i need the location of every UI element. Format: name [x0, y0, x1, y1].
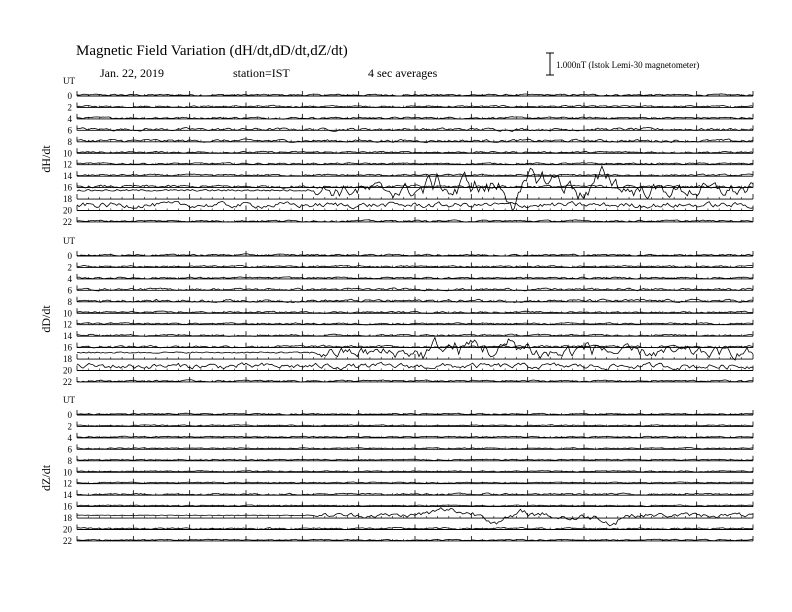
x-unit-label: UT: [63, 236, 75, 246]
panels-group: [39, 76, 753, 546]
x-unit-label: UT: [63, 395, 75, 405]
row-hour-label: 6: [67, 125, 72, 136]
x-unit-label: UT: [63, 76, 75, 86]
row-hour-label: 18: [63, 354, 72, 365]
row-hour-label: 16: [63, 182, 72, 193]
date-label: Jan. 22, 2019: [100, 66, 164, 80]
row-hour-label: 14: [63, 490, 72, 501]
row-hour-label: 4: [67, 113, 72, 124]
row-hour-label: 18: [63, 513, 72, 524]
y-axis-label: dD/dt: [39, 305, 53, 333]
panel-1: [39, 76, 753, 227]
row-hour-label: 20: [63, 524, 72, 535]
y-axis-label: dZ/dt: [39, 464, 53, 491]
row-hour-label: 4: [67, 432, 72, 443]
row-hour-label: 10: [63, 148, 72, 159]
row-hour-label: 10: [63, 467, 72, 478]
panel-2: [39, 236, 753, 387]
row-hour-label: 14: [63, 331, 72, 342]
scale-bar-label: 1.000nT (Istok Lemi-30 magnetometer): [556, 60, 700, 70]
row-hour-label: 8: [67, 455, 72, 466]
station-label: station=IST: [233, 66, 290, 80]
row-hour-label: 2: [67, 421, 72, 432]
chart-title: Magnetic Field Variation (dH/dt,dD/dt,dZ/dt): [76, 43, 348, 59]
row-hour-label: 10: [63, 308, 72, 319]
row-hour-label: 22: [63, 216, 72, 227]
row-hour-label: 20: [63, 205, 72, 216]
row-hour-label: 4: [67, 273, 72, 284]
row-hour-label: 22: [63, 376, 72, 387]
row-hour-label: 6: [67, 285, 72, 296]
row-hour-label: 16: [63, 342, 72, 353]
row-hour-label: 2: [67, 102, 72, 113]
row-hour-label: 20: [63, 365, 72, 376]
row-hour-label: 2: [67, 262, 72, 273]
row-hour-label: 14: [63, 171, 72, 182]
row-hour-label: 0: [67, 410, 72, 420]
row-hour-label: 0: [67, 91, 72, 101]
averaging-label: 4 sec averages: [368, 66, 438, 80]
row-hour-label: 12: [63, 478, 72, 489]
y-axis-label: dH/dt: [39, 145, 53, 173]
panel-3: [39, 395, 753, 546]
row-hour-label: 0: [67, 251, 72, 261]
row-hour-label: 8: [67, 136, 72, 147]
scale-bar: [546, 53, 554, 75]
row-hour-label: 12: [63, 319, 72, 330]
row-hour-label: 6: [67, 444, 72, 455]
row-hour-label: 12: [63, 159, 72, 170]
row-hour-label: 22: [63, 535, 72, 546]
row-hour-label: 16: [63, 501, 72, 512]
row-hour-label: 8: [67, 296, 72, 307]
row-hour-label: 18: [63, 194, 72, 205]
